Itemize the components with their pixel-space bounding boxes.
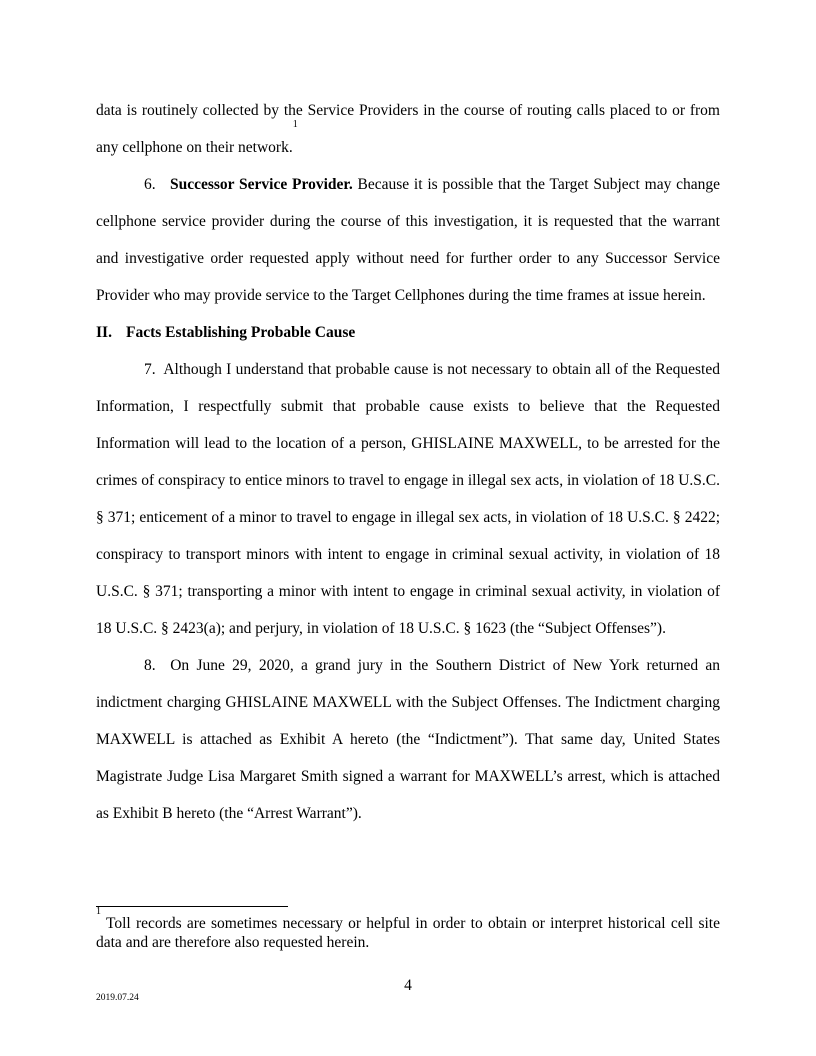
footnote-divider — [96, 906, 288, 907]
paragraph-6-lead: Successor Service Provider. — [169, 176, 353, 193]
paragraph-8-text: On June 29, 2020, a grand jury in the Southern District of New York returned an indictment charging GHISLAINE MAXWELL with the Subject Offenses. The Indictment charging MAXWELL is attached as Exhibit A hereto (the “Indictment”). That same day, United States Magistrate Judge Lisa Margaret Smith signed a warrant for MAXWELL’s arrest, which is attached as Exhibit B hereto (the “Arrest Warrant”). — [96, 657, 721, 822]
footnote-marker: 1 — [96, 906, 101, 917]
paragraph-8 — [96, 647, 720, 832]
paragraph-6-number: 6. — [144, 176, 156, 193]
paragraph-7-text: Although I understand that probable cause is not necessary to obtain all of the Requested Information, I respectfully submit that probable cause exists to believe that the Requested Information will lead to the location of a person, GHISLAINE MAXWELL, to be arrested for the crimes of conspiracy to entice minors to travel to engage in illegal sex acts, in violation of 18 U.S.C. § 371; enticement of a minor to travel to engage in illegal sex acts, in violation of 18 U.S.C. § 2422; conspiracy to transport minors with intent to engage in criminal sexual activity, in violation of 18 U.S.C. § 371; transporting a minor with intent to engage in criminal sexual activity, in violation of 18 U.S.C. § 2423(a); and perjury, in violation of 18 U.S.C. § 1623 (the “Subject Offenses”). — [96, 361, 720, 637]
paragraph-7 — [96, 351, 720, 647]
paragraph-8-number: 8. — [144, 657, 156, 674]
paragraph-6 — [96, 166, 720, 314]
document-date-stamp: 2019.07.24 — [96, 993, 139, 1003]
paragraph-7-number: 7. — [144, 361, 156, 378]
paragraph-continuation — [96, 92, 720, 166]
section-heading-number: II. — [96, 324, 112, 341]
document-body — [96, 92, 720, 832]
paragraph-continuation-text: data is routinely collected by the Service Providers in the course of routing calls placed to or from any cellphone on their network. — [96, 102, 720, 156]
paragraph-6-text: Because it is possible that the Target Subject may change cellphone service provider during the course of this investigation, it is requested that the warrant and investigative order requested apply without need for further order to any Successor Service Provider who may provide service to the Target Cellphones during the time frames at issue herein. — [96, 176, 720, 304]
footnote — [96, 906, 720, 952]
section-heading — [96, 314, 720, 351]
page-number: 4 — [404, 977, 412, 994]
footnote-reference: 1 — [292, 119, 298, 130]
footnote-text: Toll records are sometimes necessary or helpful in order to obtain or interpret historical cell site data and are therefore also requested herein. — [96, 915, 720, 951]
section-heading-title: Facts Establishing Probable Cause — [126, 324, 356, 341]
